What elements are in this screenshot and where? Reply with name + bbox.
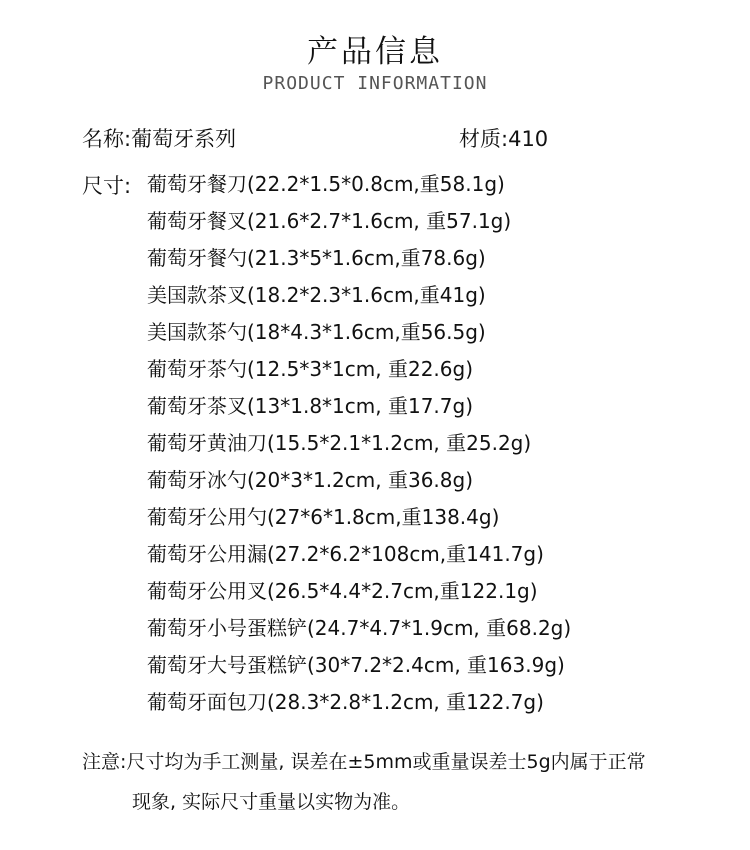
measurement-note bbox=[82, 742, 646, 822]
size-item: 葡萄牙冰勺(20*3*1.2cm, 重36.8g) bbox=[147, 468, 474, 492]
size-item: 葡萄牙茶勺(12.5*3*1cm, 重22.6g) bbox=[147, 357, 474, 381]
material-row bbox=[459, 123, 548, 153]
size-item: 美国款茶叉(18.2*2.3*1.6cm,重41g) bbox=[147, 283, 486, 307]
note-line-1: 注意:尺寸均为手工测量, 误差在±5mm或重量误差士5g内属于正常 bbox=[82, 751, 646, 773]
product-name-label: 名称: bbox=[82, 127, 132, 151]
product-name-value: 葡萄牙系列 bbox=[131, 127, 237, 151]
size-item: 葡萄牙餐刀(22.2*1.5*0.8cm,重58.1g) bbox=[147, 172, 505, 196]
page-title: 产品信息 bbox=[307, 34, 443, 70]
size-item: 葡萄牙面包刀(28.3*2.8*1.2cm, 重122.7g) bbox=[147, 690, 544, 714]
page-subtitle: PRODUCT INFORMATION bbox=[262, 73, 488, 94]
size-item: 葡萄牙茶叉(13*1.8*1cm, 重17.7g) bbox=[147, 394, 474, 418]
size-label: 尺寸: bbox=[82, 174, 132, 198]
size-item: 葡萄牙餐勺(21.3*5*1.6cm,重78.6g) bbox=[147, 246, 486, 270]
size-item: 葡萄牙大号蛋糕铲(30*7.2*2.4cm, 重163.9g) bbox=[147, 653, 565, 677]
size-list bbox=[147, 170, 571, 725]
note-line-2: 现象, 实际尺寸重量以实物为准。 bbox=[132, 791, 411, 813]
size-item: 葡萄牙黄油刀(15.5*2.1*1.2cm, 重25.2g) bbox=[147, 431, 532, 455]
size-item: 美国款茶勺(18*4.3*1.6cm,重56.5g) bbox=[147, 320, 486, 344]
size-item: 葡萄牙小号蛋糕铲(24.7*4.7*1.9cm, 重68.2g) bbox=[147, 616, 572, 640]
size-item: 葡萄牙公用漏(27.2*6.2*108cm,重141.7g) bbox=[147, 542, 544, 566]
product-name-row bbox=[82, 123, 236, 153]
size-item: 葡萄牙公用叉(26.5*4.4*2.7cm,重122.1g) bbox=[147, 579, 538, 603]
size-item: 葡萄牙餐叉(21.6*2.7*1.6cm, 重57.1g) bbox=[147, 209, 512, 233]
size-item: 葡萄牙公用勺(27*6*1.8cm,重138.4g) bbox=[147, 505, 500, 529]
material-label: 材质: bbox=[459, 127, 509, 151]
material-value: 410 bbox=[508, 127, 549, 151]
